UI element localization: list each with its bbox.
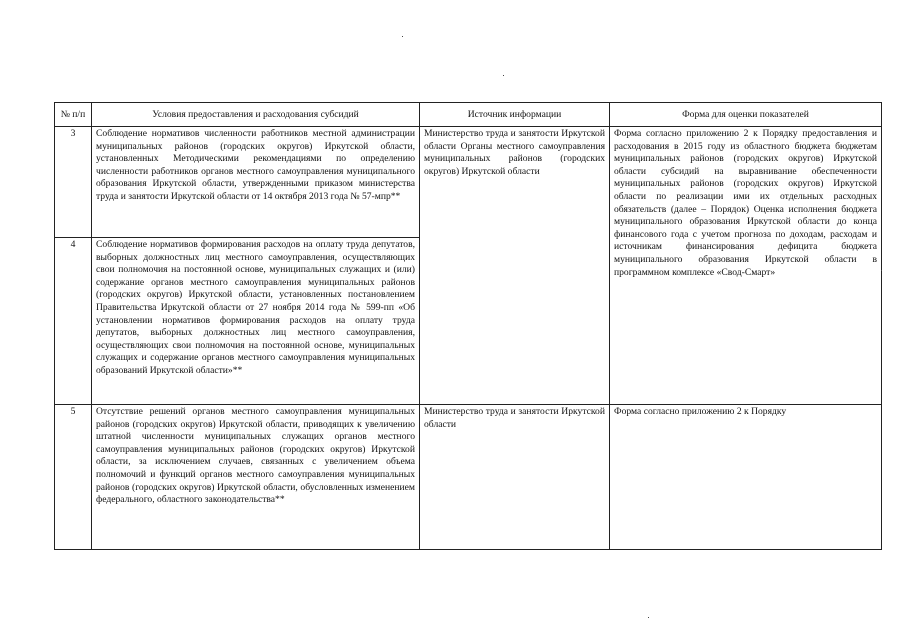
row-form: Форма согласно приложению 2 к Порядку: [610, 405, 882, 550]
table-header-row: [55, 103, 882, 127]
scan-speck: [503, 75, 504, 76]
row-source: Министерство труда и занятости Иркутской области Органы местного самоуправления муниципальных районов (городских округов) Иркутской области: [420, 127, 610, 405]
row-number: 4: [55, 238, 92, 405]
row-form-merged: Форма согласно приложению 2 к Порядку предоставления и расходования в 2015 году из областного бюджета бюджетам муниципальных районов (городских округов) Иркутской области субсидий на выравнивание обеспеченности муниципальных районов (городских округов) Иркутской области по реализации ими их отдельных расходных обязательств (далее – Порядок) Оценка исполнения бюджета муниципального образования Иркутской области до конца финансового года с учетом прогноза по доходам, расходам и источникам финансирования дефицита бюджета муниципального образования Иркутской области в программном комплексе «Свод-Смарт»: [610, 127, 882, 405]
table-row: [55, 405, 882, 550]
row-source: Министерство труда и занятости Иркутской области: [420, 405, 610, 550]
table-row: [55, 127, 882, 238]
row-number: 5: [55, 405, 92, 550]
header-conditions: Условия предоставления и расходования субсидий: [92, 103, 420, 127]
row-conditions: Отсутствие решений органов местного самоуправления муниципальных районов (городских округов) Иркутской области, приводящих к увеличению штатной численности муниципальных служащих органов местного самоуправления муниципальных районов (городских округов) Иркутской области, за исключением случаев, связанных с увеличением объема полномочий и функций органов местного самоуправления муниципальных районов (городских округов) Иркутской области, обусловленных изменением федерального, областного законодательства**: [92, 405, 420, 550]
scan-speck: [881, 270, 882, 271]
header-number: № п/п: [55, 103, 92, 127]
scan-speck: [402, 36, 403, 37]
header-source: Источник информации: [420, 103, 610, 127]
header-form: Форма для оценки показателей: [610, 103, 882, 127]
row-number: 3: [55, 127, 92, 238]
row-conditions: Соблюдение нормативов численности работников местной администрации муниципальных районов (городских округов) Иркутской области, установленных Методическими рекомендациями по определению численности работников органов местного самоуправления муниципального образования Иркутской области, утвержденными приказом министерства труда и занятости Иркутской области от 14 октября 2013 года № 57-мпр**: [92, 127, 420, 238]
row-conditions: Соблюдение нормативов формирования расходов на оплату труда депутатов, выборных должностных лиц местного самоуправления, осуществляющих свои полномочия на постоянной основе, муниципальных служащих и (или) содержание органов местного самоуправления муниципальных районов (городских округов) Иркутской области, установленных постановлением Правительства Иркутской области от 27 ноября 2014 года № 599-пп «Об установлении нормативов формирования расходов на оплату труда депутатов, выборных должностных лиц местного самоуправления, осуществляющих свои полномочия на постоянной основе, муниципальных служащих и содержание органов местного самоуправления муниципальных образований Иркутской области»**: [92, 238, 420, 405]
subsidy-conditions-table: [54, 102, 882, 550]
scan-speck: [648, 617, 649, 618]
